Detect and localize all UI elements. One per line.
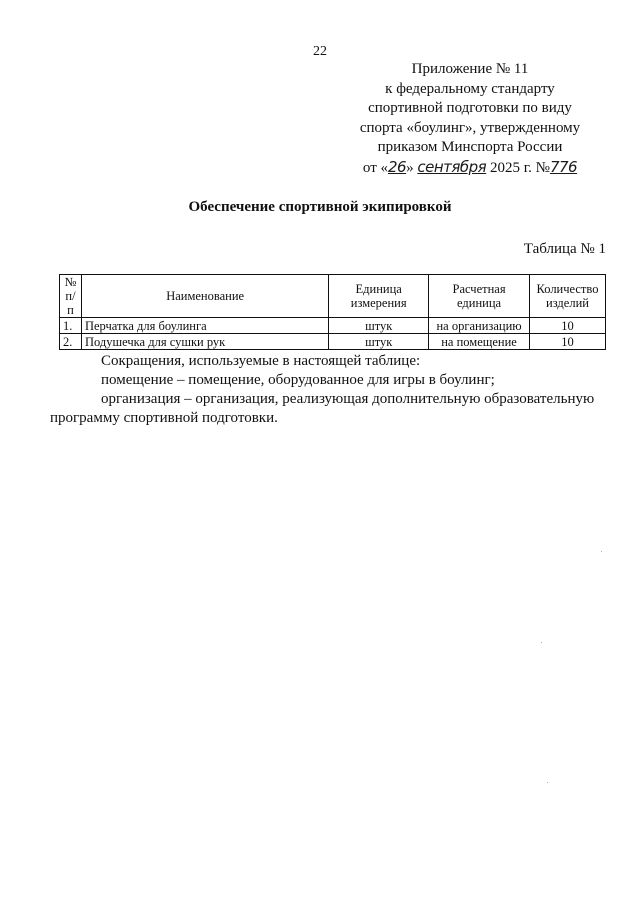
- header-name: Наименование: [81, 275, 328, 318]
- handwritten-order-number: 776: [549, 157, 578, 176]
- table-label: Таблица № 1: [523, 241, 606, 257]
- notes-intro: Сокращения, используемые в настоящей таблице:: [101, 353, 421, 369]
- handwritten-day: 26: [388, 157, 407, 176]
- abbreviations-notes: [50, 352, 610, 428]
- equipment-table: [59, 274, 606, 350]
- appendix-line-training: спортивной подготовки по виду: [368, 100, 572, 116]
- header-calc-unit: Расчетная единица: [429, 275, 530, 318]
- header-unit: Единица измерения: [329, 275, 429, 318]
- appendix-line-order: приказом Минспорта России: [377, 139, 563, 155]
- header-qty: Количество изделий: [530, 275, 606, 318]
- header-num: № п/п: [60, 275, 82, 318]
- scan-speck: [541, 642, 542, 643]
- appendix-block: [320, 60, 620, 178]
- cell-qty: 10: [530, 334, 606, 350]
- table-row: [60, 334, 606, 350]
- notes-item-premises: помещение – помещение, оборудованное для игры в боулинг;: [101, 372, 495, 388]
- date-mid: »: [406, 159, 418, 176]
- table-row: [60, 318, 606, 334]
- cell-unit: штук: [329, 318, 429, 334]
- cell-qty: 10: [530, 318, 606, 334]
- scan-speck: [601, 551, 602, 552]
- date-year: 2025 г. №: [489, 159, 550, 176]
- cell-num: 2.: [60, 334, 82, 350]
- notes-item-organization: организация – организация, реализующая дополнительную образовательную программу спортивной подготовки.: [50, 391, 595, 426]
- date-prefix: от «: [362, 159, 388, 176]
- cell-unit: штук: [329, 334, 429, 350]
- appendix-title: Приложение № 11: [411, 61, 529, 77]
- scan-speck: [547, 782, 548, 783]
- appendix-line-standard: к федеральному стандарту: [385, 80, 555, 97]
- appendix-line-sport: спорта «боулинг», утвержденному: [359, 119, 581, 136]
- page-number: 22: [313, 44, 327, 59]
- section-heading: Обеспечение спортивной экипировкой: [188, 199, 452, 215]
- order-date-line: [320, 158, 620, 179]
- table-header-row: [60, 275, 606, 318]
- cell-calc-unit: на помещение: [429, 334, 530, 350]
- handwritten-month: сентября: [417, 157, 487, 176]
- cell-calc-unit: на организацию: [429, 318, 530, 334]
- cell-name: Перчатка для боулинга: [81, 318, 328, 334]
- cell-num: 1.: [60, 318, 82, 334]
- cell-name: Подушечка для сушки рук: [81, 334, 328, 350]
